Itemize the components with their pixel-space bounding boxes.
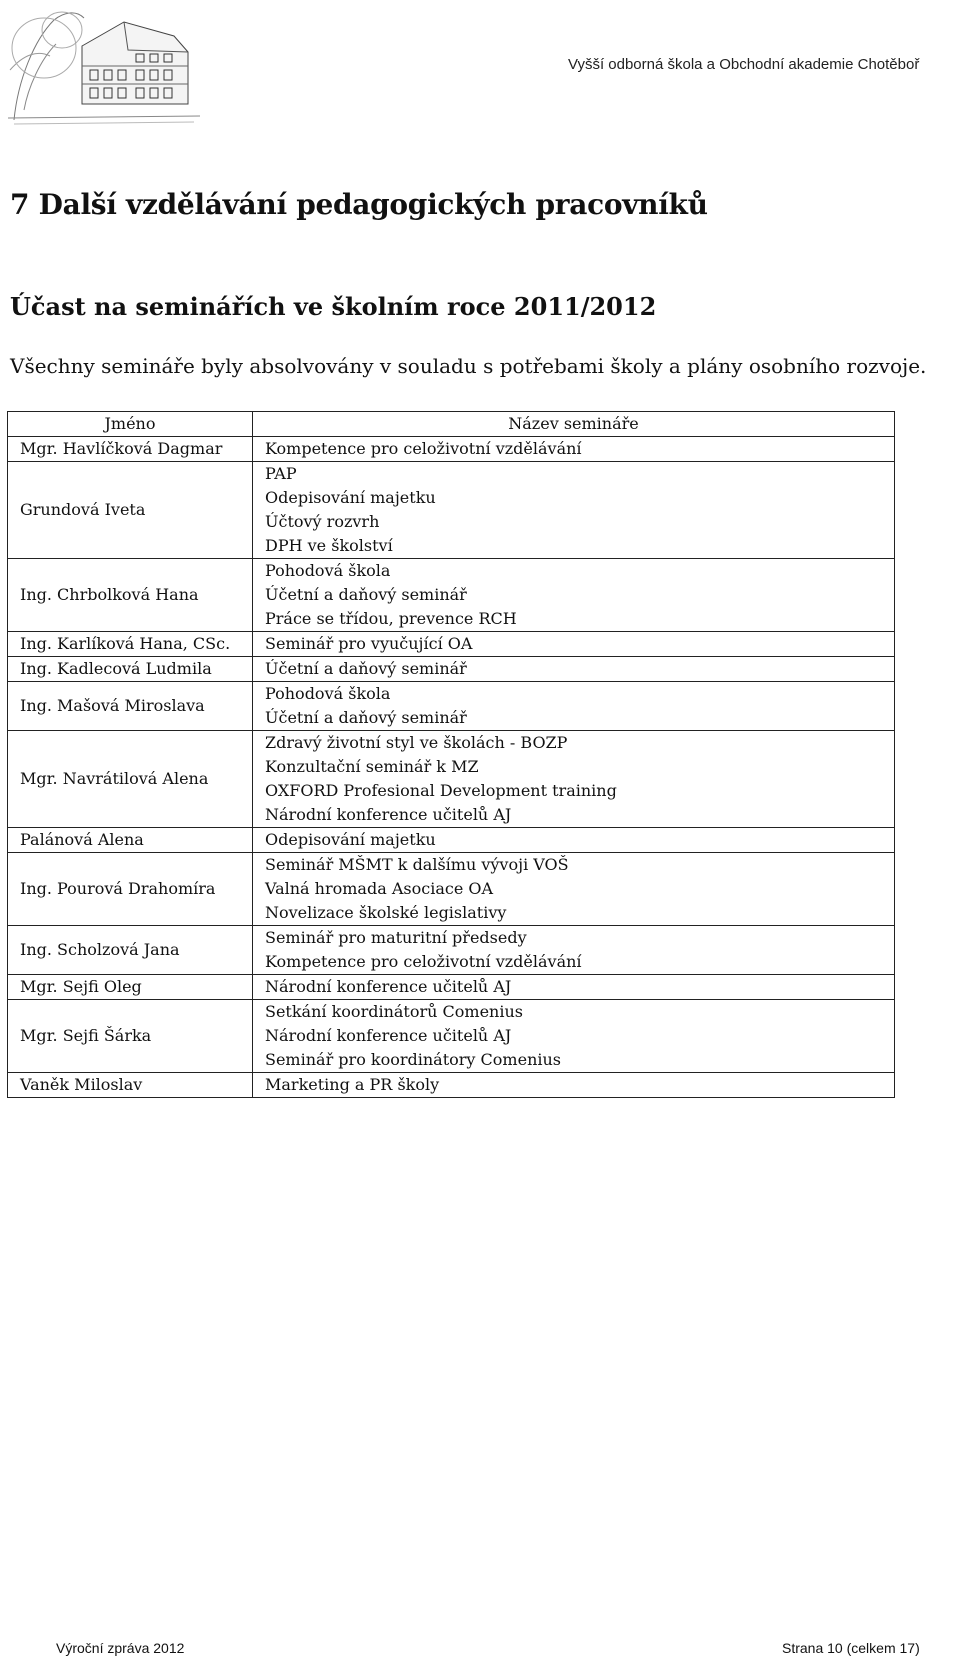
seminar-title: Seminář pro vyučující OA [265, 634, 473, 653]
seminar-list [253, 657, 895, 682]
table-row [8, 926, 895, 975]
seminar-list [253, 437, 895, 462]
participant-name: Mgr. Havlíčková Dagmar [8, 437, 253, 462]
participant-name: Ing. Scholzová Jana [8, 926, 253, 975]
seminar-title: Novelizace školské legislativy [265, 903, 507, 922]
seminar-list [253, 853, 895, 926]
table-body [8, 437, 895, 1098]
table-row [8, 853, 895, 926]
seminar-title: Setkání koordinátorů Comenius [265, 1002, 523, 1021]
seminar-list [253, 1000, 895, 1073]
seminar-title: Kompetence pro celoživotní vzdělávání [265, 952, 582, 971]
table-row [8, 731, 895, 828]
intro-paragraph: Všechny semináře byly absolvovány v souladu s potřebami školy a plány osobního rozvoje. [10, 354, 927, 378]
school-building-sketch-icon [4, 0, 204, 128]
table-header-row [8, 412, 895, 437]
seminar-title: Účetní a daňový seminář [265, 708, 467, 727]
participant-name: Ing. Pourová Drahomíra [8, 853, 253, 926]
seminar-title: Pohodová škola [265, 684, 391, 703]
column-header-name: Jméno [8, 412, 253, 437]
seminar-title: DPH ve školství [265, 536, 393, 555]
table-row [8, 559, 895, 632]
seminar-title: Kompetence pro celoživotní vzdělávání [265, 439, 582, 458]
participant-name: Ing. Chrbolková Hana [8, 559, 253, 632]
participant-name: Grundová Iveta [8, 462, 253, 559]
table-row [8, 437, 895, 462]
seminar-list [253, 828, 895, 853]
footer-page-number: Strana 10 (celkem 17) [782, 1640, 920, 1656]
table-row [8, 632, 895, 657]
footer-report-title: Výroční zpráva 2012 [56, 1640, 185, 1656]
seminar-list [253, 731, 895, 828]
seminar-title: Seminář pro maturitní předsedy [265, 928, 527, 947]
seminar-title: Marketing a PR školy [265, 1075, 440, 1094]
seminar-title: Účetní a daňový seminář [265, 585, 467, 604]
seminar-title: Zdravý životní styl ve školách - BOZP [265, 733, 568, 752]
participant-name: Ing. Mašová Miroslava [8, 682, 253, 731]
seminar-list [253, 462, 895, 559]
seminar-title: Seminář pro koordinátory Comenius [265, 1050, 562, 1069]
seminar-title: Odepisování majetku [265, 488, 436, 507]
seminar-title: OXFORD Profesional Development training [265, 781, 617, 800]
seminar-title: Seminář MŠMT k dalšímu vývoji VOŠ [265, 855, 569, 874]
table-row [8, 828, 895, 853]
seminar-title: Účetní a daňový seminář [265, 659, 467, 678]
table-row [8, 462, 895, 559]
seminar-list [253, 632, 895, 657]
seminar-title: Odepisování majetku [265, 830, 436, 849]
seminar-list [253, 975, 895, 1000]
seminar-title: Konzultační seminář k MZ [265, 757, 479, 776]
seminar-list [253, 559, 895, 632]
seminar-title: Národní konference učitelů AJ [265, 1026, 512, 1045]
seminar-title: Práce se třídou, prevence RCH [265, 609, 517, 628]
participant-name: Palánová Alena [8, 828, 253, 853]
seminar-title: Valná hromada Asociace OA [265, 879, 494, 898]
seminar-title: Účtový rozvrh [265, 512, 380, 531]
participant-name: Mgr. Navrátilová Alena [8, 731, 253, 828]
table-row [8, 682, 895, 731]
seminar-title: Národní konference učitelů AJ [265, 805, 512, 824]
table-row [8, 657, 895, 682]
table-row [8, 1073, 895, 1098]
section-title: Účast na seminářích ve školním roce 2011/2012 [10, 292, 657, 321]
seminar-list [253, 1073, 895, 1098]
participant-name: Mgr. Sejfi Šárka [8, 1000, 253, 1073]
participant-name: Mgr. Sejfi Oleg [8, 975, 253, 1000]
seminar-title: Národní konference učitelů AJ [265, 977, 512, 996]
column-header-seminar: Název semináře [253, 412, 895, 437]
participant-name: Vaněk Miloslav [8, 1073, 253, 1098]
school-name: Vyšší odborná škola a Obchodní akademie Chotěboř [568, 56, 920, 73]
participant-name: Ing. Karlíková Hana, CSc. [8, 632, 253, 657]
table-row [8, 975, 895, 1000]
seminar-title: Pohodová škola [265, 561, 391, 580]
seminar-list [253, 682, 895, 731]
seminar-title: PAP [265, 464, 297, 483]
seminar-list [253, 926, 895, 975]
table-row [8, 1000, 895, 1073]
chapter-title: 7 Další vzdělávání pedagogických pracovníků [10, 188, 708, 221]
participant-name: Ing. Kadlecová Ludmila [8, 657, 253, 682]
seminar-table [7, 411, 895, 1098]
